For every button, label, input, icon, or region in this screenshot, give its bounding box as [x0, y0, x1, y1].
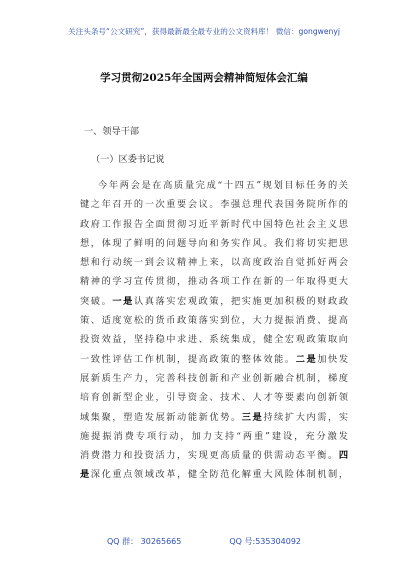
body-paragraph [80, 176, 348, 485]
line-text: 策、适度宽松的货币政策落实到位，大力提振消费、提高 [80, 315, 348, 327]
promo-banner: 关注头条号“公文研究”，获得最新最全最专业的公文资料库！ 微信：gongwenyj [68, 27, 340, 36]
emphasis-text: 一是 [112, 295, 134, 307]
line-text: 培育创新型企业，引导资金、技术、人才等要素向创新领 [80, 392, 348, 404]
line-text: 精神的学习宣传贯彻，推动各项工作在新的一年取得更大 [80, 276, 348, 288]
paragraph-line [80, 330, 348, 349]
paragraph-line [80, 408, 348, 427]
line-text: 消费潜力和投资活力，实现更高质量的供需动态平衡。 [80, 450, 339, 462]
paragraph-line [80, 465, 348, 484]
line-text: 持续扩大内需，实 [263, 411, 349, 423]
line-text: 政府工作报告全面贯彻习近平新时代中国特色社会主义思 [80, 218, 348, 230]
paragraph-line [80, 388, 348, 407]
paragraph-line [80, 350, 348, 369]
paragraph-line [80, 176, 348, 195]
footer-qq-number: QQ 号:535304092 [229, 537, 302, 546]
emphasis-text: 二是 [295, 353, 318, 365]
paragraph-line [80, 427, 348, 446]
emphasis-text: 四 [338, 450, 348, 462]
paragraph-line [80, 234, 348, 253]
line-text: 深化重点领域改革，健全防范化解重大风险体制机制， [90, 469, 349, 481]
paragraph-line [80, 369, 348, 388]
document-title: 学习贯彻2025年全国两会精神简短体会汇编 [100, 72, 308, 84]
paragraph-line [80, 446, 348, 465]
line-text: 展新质生产力，完善科技创新和产业创新融合机制，梯度 [80, 372, 348, 384]
line-text: 施提振消费专项行动，加力支持“两重”建设，充分激发 [80, 430, 348, 442]
line-text: 一致性评估工作机制，提高政策的整体效能。 [80, 353, 296, 365]
emphasis-text: 三是 [241, 411, 264, 423]
footer-contact [0, 536, 408, 547]
subsection-heading: （一）区委书记说 [91, 154, 165, 165]
line-text: 加快发 [317, 353, 349, 365]
line-text: 突破。 [80, 295, 113, 307]
line-text: 想，体现了鲜明的问题导向和务实作风。我们将切实把思 [80, 237, 348, 249]
line-text: 认真落实宏观政策，把实施更加积极的财政政 [133, 295, 349, 307]
line-text: 想和行动统一到会议精神上来，以高度政治自觉抓好两会 [80, 257, 348, 269]
line-text: 域集聚，塑造发展新动能新优势。 [80, 411, 242, 423]
emphasis-text: 是 [80, 469, 91, 481]
paragraph-line [80, 253, 348, 272]
line-text: 投资效益，坚持稳中求进、系统集成，健全宏观政策取向 [80, 334, 348, 346]
footer-qq-group: QQ 群： 30265665 [106, 537, 182, 546]
paragraph-line [80, 215, 348, 234]
line-text: 今年两会是在高质量完成“十四五”规划目标任务的关 [98, 180, 348, 191]
section-heading: 一、领导干部 [84, 126, 140, 137]
paragraph-line [80, 292, 348, 311]
paragraph-line [80, 311, 348, 330]
line-text: 键之年召开的一次重要会议。李强总理代表国务院所作的 [80, 199, 348, 211]
paragraph-line [80, 195, 348, 214]
paragraph-line [80, 272, 348, 291]
